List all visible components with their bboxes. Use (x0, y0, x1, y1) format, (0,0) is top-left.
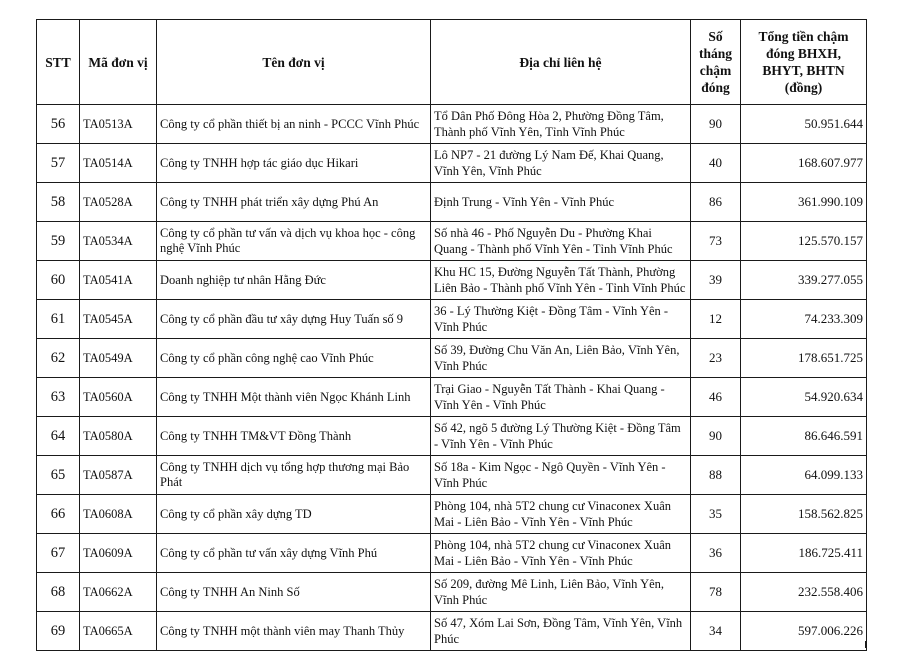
cell-stt: 68 (37, 573, 80, 612)
cell-dia-chi: Định Trung - Vĩnh Yên - Vĩnh Phúc (431, 183, 691, 222)
cell-stt: 62 (37, 339, 80, 378)
cell-so-thang: 90 (691, 105, 741, 144)
cell-ma: TA0560A (80, 378, 157, 417)
cell-ma: TA0534A (80, 222, 157, 261)
cell-ten: Công ty cổ phần xây dựng TD (157, 495, 431, 534)
cell-stt: 69 (37, 612, 80, 651)
cell-stt: 56 (37, 105, 80, 144)
cell-tong-tien: 186.725.411 (741, 534, 867, 573)
cell-ma: TA0665A (80, 612, 157, 651)
cell-so-thang: 78 (691, 573, 741, 612)
cell-so-thang: 36 (691, 534, 741, 573)
cell-tong-tien: 50.951.644 (741, 105, 867, 144)
cell-tong-tien: 339.277.055 (741, 261, 867, 300)
cell-dia-chi: Số 39, Đường Chu Văn An, Liên Bảo, Vĩnh Yên, Vĩnh Phúc (431, 339, 691, 378)
cell-dia-chi: Tổ Dân Phố Đông Hòa 2, Phường Đồng Tâm, Thành phố Vĩnh Yên, Tỉnh Vĩnh Phúc (431, 105, 691, 144)
cell-so-thang: 73 (691, 222, 741, 261)
cell-tong-tien: 86.646.591 (741, 417, 867, 456)
cell-ten: Công ty TNHH An Ninh Số (157, 573, 431, 612)
header-ten-don-vi: Tên đơn vị (157, 20, 431, 105)
cell-dia-chi: Khu HC 15, Đường Nguyễn Tất Thành, Phường Liên Bảo - Thành phố Vĩnh Yên - Tỉnh Vĩnh Phúc (431, 261, 691, 300)
cell-ten: Công ty TNHH Một thành viên Ngọc Khánh Linh (157, 378, 431, 417)
cell-ma: TA0662A (80, 573, 157, 612)
cell-so-thang: 46 (691, 378, 741, 417)
cell-ten: Công ty TNHH phát triển xây dựng Phú An (157, 183, 431, 222)
cell-ma: TA0587A (80, 456, 157, 495)
table-row (37, 339, 867, 378)
cell-so-thang: 40 (691, 144, 741, 183)
cell-tong-tien: 158.562.825 (741, 495, 867, 534)
cell-ten: Công ty cổ phần đầu tư xây dựng Huy Tuấn số 9 (157, 300, 431, 339)
cell-so-thang: 86 (691, 183, 741, 222)
table-row (37, 378, 867, 417)
cell-ten: Công ty TNHH TM&VT Đồng Thành (157, 417, 431, 456)
header-so-thang: Số tháng chậm đóng (691, 20, 741, 105)
cell-ma: TA0549A (80, 339, 157, 378)
cell-ma: TA0608A (80, 495, 157, 534)
cell-dia-chi: Phòng 104, nhà 5T2 chung cư Vinaconex Xuân Mai - Liên Bảo - Vĩnh Yên - Vĩnh Phúc (431, 495, 691, 534)
cell-so-thang: 12 (691, 300, 741, 339)
cell-stt: 64 (37, 417, 80, 456)
table-row (37, 183, 867, 222)
cell-tong-tien: 64.099.133 (741, 456, 867, 495)
cell-dia-chi: Số 209, đường Mê Linh, Liên Bảo, Vĩnh Yên, Vĩnh Phúc (431, 573, 691, 612)
cell-ma: TA0541A (80, 261, 157, 300)
cell-ten: Công ty cổ phần công nghệ cao Vĩnh Phúc (157, 339, 431, 378)
cell-tong-tien: 168.607.977 (741, 144, 867, 183)
cell-so-thang: 88 (691, 456, 741, 495)
cell-stt: 57 (37, 144, 80, 183)
table-body (37, 105, 867, 651)
cell-ten: Công ty cổ phần tư vấn xây dựng Vĩnh Phú (157, 534, 431, 573)
cell-so-thang: 23 (691, 339, 741, 378)
cell-stt: 63 (37, 378, 80, 417)
table-row (37, 456, 867, 495)
cell-ma: TA0528A (80, 183, 157, 222)
cell-dia-chi: Phòng 104, nhà 5T2 chung cư Vinaconex Xuân Mai - Liên Bảo - Vĩnh Yên - Vĩnh Phúc (431, 534, 691, 573)
cell-stt: 65 (37, 456, 80, 495)
cell-ma: TA0580A (80, 417, 157, 456)
cell-dia-chi: Số nhà 46 - Phố Nguyễn Du - Phường Khai Quang - Thành phố Vĩnh Yên - Tỉnh Vĩnh Phúc (431, 222, 691, 261)
table-row (37, 534, 867, 573)
header-tong-tien: Tổng tiền chậm đóng BHXH, BHYT, BHTN (đồng) (741, 20, 867, 105)
table-row (37, 261, 867, 300)
cell-ma: TA0513A (80, 105, 157, 144)
cell-ten: Công ty TNHH hợp tác giáo dục Hikari (157, 144, 431, 183)
cell-dia-chi: Số 18a - Kim Ngọc - Ngô Quyền - Vĩnh Yên - Vĩnh Phúc (431, 456, 691, 495)
table-row (37, 300, 867, 339)
cell-ma: TA0609A (80, 534, 157, 573)
cell-so-thang: 34 (691, 612, 741, 651)
cell-dia-chi: Trại Giao - Nguyễn Tất Thành - Khai Quang - Vĩnh Yên - Vĩnh Phúc (431, 378, 691, 417)
cell-dia-chi: Lô NP7 - 21 đường Lý Nam Đế, Khai Quang, Vĩnh Yên, Vĩnh Phúc (431, 144, 691, 183)
header-stt: STT (37, 20, 80, 105)
table-row (37, 222, 867, 261)
cell-stt: 67 (37, 534, 80, 573)
cell-ten: Công ty TNHH một thành viên may Thanh Thủy (157, 612, 431, 651)
cell-so-thang: 90 (691, 417, 741, 456)
cell-so-thang: 35 (691, 495, 741, 534)
cell-stt: 60 (37, 261, 80, 300)
cell-tong-tien: 232.558.406 (741, 573, 867, 612)
table-row (37, 573, 867, 612)
cell-ten: Công ty cổ phần thiết bị an ninh - PCCC Vĩnh Phúc (157, 105, 431, 144)
table-row (37, 144, 867, 183)
header-dia-chi: Địa chỉ liên hệ (431, 20, 691, 105)
table-row (37, 417, 867, 456)
debt-table (36, 19, 867, 651)
cell-tong-tien: 125.570.157 (741, 222, 867, 261)
next-row-edge (36, 641, 866, 648)
cell-tong-tien: 178.651.725 (741, 339, 867, 378)
table-row (37, 495, 867, 534)
cell-tong-tien: 597.006.226 (741, 612, 867, 651)
cell-stt: 61 (37, 300, 80, 339)
cell-stt: 66 (37, 495, 80, 534)
cell-ma: TA0545A (80, 300, 157, 339)
cell-ma: TA0514A (80, 144, 157, 183)
cell-stt: 58 (37, 183, 80, 222)
cell-tong-tien: 74.233.309 (741, 300, 867, 339)
cell-dia-chi: 36 - Lý Thường Kiệt - Đồng Tâm - Vĩnh Yên - Vĩnh Phúc (431, 300, 691, 339)
cell-ten: Doanh nghiệp tư nhân Hằng Đức (157, 261, 431, 300)
cell-so-thang: 39 (691, 261, 741, 300)
cell-tong-tien: 361.990.109 (741, 183, 867, 222)
cell-ten: Công ty cổ phần tư vấn và dịch vụ khoa học - công nghệ Vĩnh Phúc (157, 222, 431, 261)
table-header-row (37, 20, 867, 105)
cell-tong-tien: 54.920.634 (741, 378, 867, 417)
cell-ten: Công ty TNHH dịch vụ tổng hợp thương mại Bảo Phát (157, 456, 431, 495)
cell-dia-chi: Số 47, Xóm Lai Sơn, Đồng Tâm, Vĩnh Yên, Vĩnh Phúc (431, 612, 691, 651)
cell-stt: 59 (37, 222, 80, 261)
cell-dia-chi: Số 42, ngõ 5 đường Lý Thường Kiệt - Đồng Tâm - Vĩnh Yên - Vĩnh Phúc (431, 417, 691, 456)
table-row (37, 105, 867, 144)
header-ma-don-vi: Mã đơn vị (80, 20, 157, 105)
